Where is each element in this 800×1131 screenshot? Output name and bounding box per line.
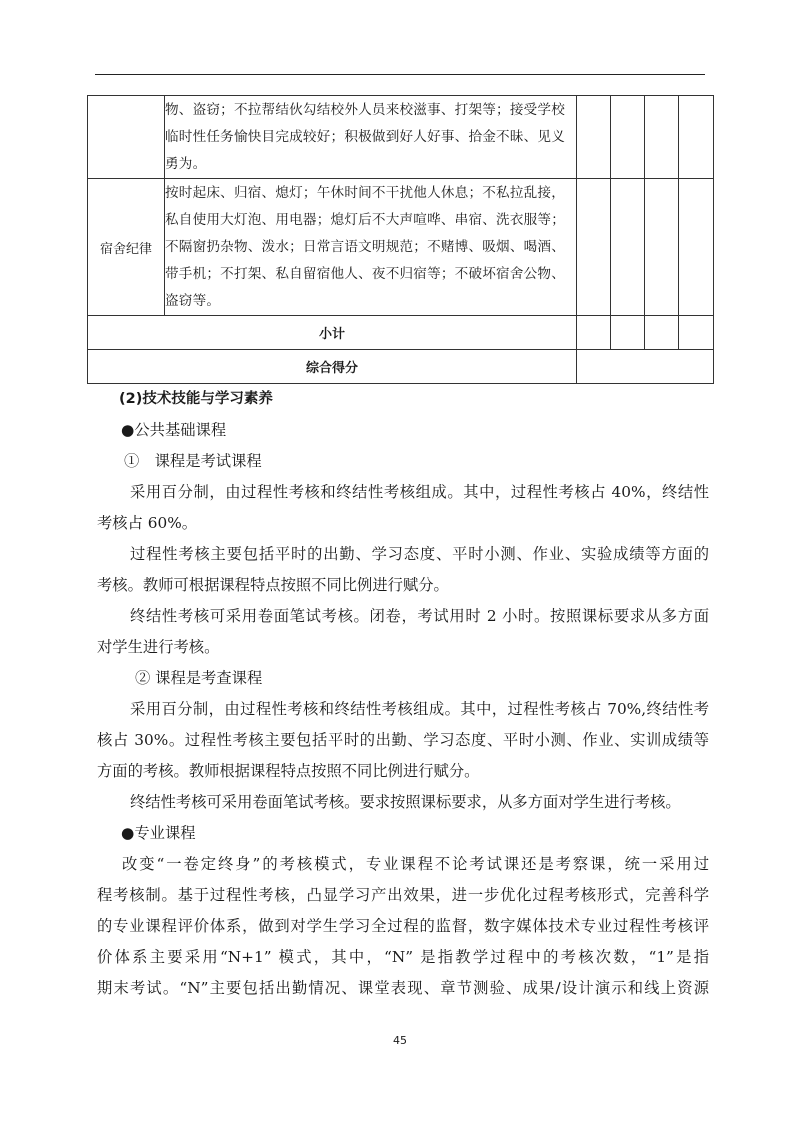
major-course-heading: ●专业课程 xyxy=(121,824,196,842)
score-cell xyxy=(679,179,714,316)
subtotal-label: 小计 xyxy=(88,316,577,350)
page-number: 45 xyxy=(393,1034,407,1047)
paragraph-line: 期末考试。“N”主要包括出勤情况、课堂表现、章节测验、成果/设计演示和线上资源 xyxy=(97,979,709,997)
criteria-line: 不隔窗扔杂物、泼水；日常言语文明规范；不赌博、吸烟、喝酒、 xyxy=(165,238,566,255)
conduct-score-table xyxy=(87,95,714,384)
body-text xyxy=(97,384,709,1004)
score-cell xyxy=(679,96,714,179)
category-cell: 宿舍纪律 xyxy=(88,179,165,316)
score-cell xyxy=(645,96,679,179)
public-course-heading: ●公共基础课程 xyxy=(121,421,227,439)
table-row xyxy=(88,96,714,179)
paragraph-line: 过程性考核主要包括平时的出勤、学习态度、平时小测、作业、实验成绩等方面的 xyxy=(130,545,709,563)
criteria-cell xyxy=(165,96,577,179)
section-heading: (2)技术技能与学习素养 xyxy=(119,391,273,407)
score-cell xyxy=(577,96,611,179)
score-cell xyxy=(577,179,611,316)
total-score-cell xyxy=(577,350,714,384)
criteria-line: 按时起床、归宿、熄灯；午休时间不干扰他人休息；不私拉乱接， xyxy=(165,184,566,201)
paragraph-line: 程考核制。基于过程性考核，凸显学习产出效果，进一步优化过程考核形式，完善科学 xyxy=(97,886,709,904)
paragraph-line: 考核。教师可根据课程特点按照不同比例进行赋分。 xyxy=(97,576,449,594)
criteria-line: 带手机；不打架、私自留宿他人、夜不归宿等；不破坏宿舍公物、 xyxy=(165,265,566,282)
paragraph-line: 对学生进行考核。 xyxy=(97,638,220,656)
category-cell xyxy=(88,96,165,179)
paragraph-line: 采用百分制，由过程性考核和终结性考核组成。其中，过程性考核占 40%，终结性 xyxy=(130,483,709,501)
check-course-heading: ② 课程是考查课程 xyxy=(135,669,263,687)
exam-course-heading: ① 课程是考试课程 xyxy=(124,452,262,470)
paragraph-line: 采用百分制，由过程性考核和终结性考核组成。其中，过程性考核占 70%,终结性考 xyxy=(130,700,709,718)
table-row xyxy=(88,179,714,316)
criteria-line: 盗窃等。 xyxy=(165,292,221,309)
paragraph-line: 终结性考核可采用卷面笔试考核。要求按照课标要求，从多方面对学生进行考核。 xyxy=(130,793,681,811)
criteria-line: 勇为。 xyxy=(165,155,207,172)
score-cell xyxy=(577,316,611,350)
criteria-cell xyxy=(165,179,577,316)
paragraph-line: 价体系主要采用“N+1” 模式，其中，“N” 是指教学过程中的考核次数，“1”是指 xyxy=(97,948,709,966)
criteria-line: 私自使用大灯泡、用电器；熄灯后不大声喧哗、串宿、洗衣服等； xyxy=(165,211,566,228)
score-cell xyxy=(679,316,714,350)
score-cell xyxy=(611,316,645,350)
paragraph-line: 考核占 60%。 xyxy=(97,514,198,532)
score-cell xyxy=(645,179,679,316)
paragraph-line: 方面的考核。教师根据课程特点按照不同比例进行赋分。 xyxy=(97,762,480,780)
header-rule xyxy=(95,74,705,75)
paragraph-line: 改变“一卷定终身”的考核模式，专业课程不论考试课还是考察课，统一采用过 xyxy=(122,855,709,873)
subtotal-row xyxy=(88,316,714,350)
total-row xyxy=(88,350,714,384)
score-cell xyxy=(645,316,679,350)
paragraph-line: 终结性考核可采用卷面笔试考核。闭卷，考试用时 2 小时。按照课标要求从多方面 xyxy=(130,607,709,625)
paragraph-line: 核占 30%。过程性考核主要包括平时的出勤、学习态度、平时小测、作业、实训成绩等 xyxy=(97,731,709,749)
total-label: 综合得分 xyxy=(88,350,577,384)
criteria-line: 临时性任务愉快目完成较好；积极做到好人好事、拾金不昧、见义 xyxy=(165,128,566,145)
criteria-line: 物、盗窃；不拉帮结伙勾结校外人员来校滋事、打架等；接受学校 xyxy=(165,101,566,118)
score-cell xyxy=(611,179,645,316)
score-cell xyxy=(611,96,645,179)
paragraph-line: 的专业课程评价体系，做到对学生学习全过程的监督，数字媒体技术专业过程性考核评 xyxy=(97,917,709,935)
